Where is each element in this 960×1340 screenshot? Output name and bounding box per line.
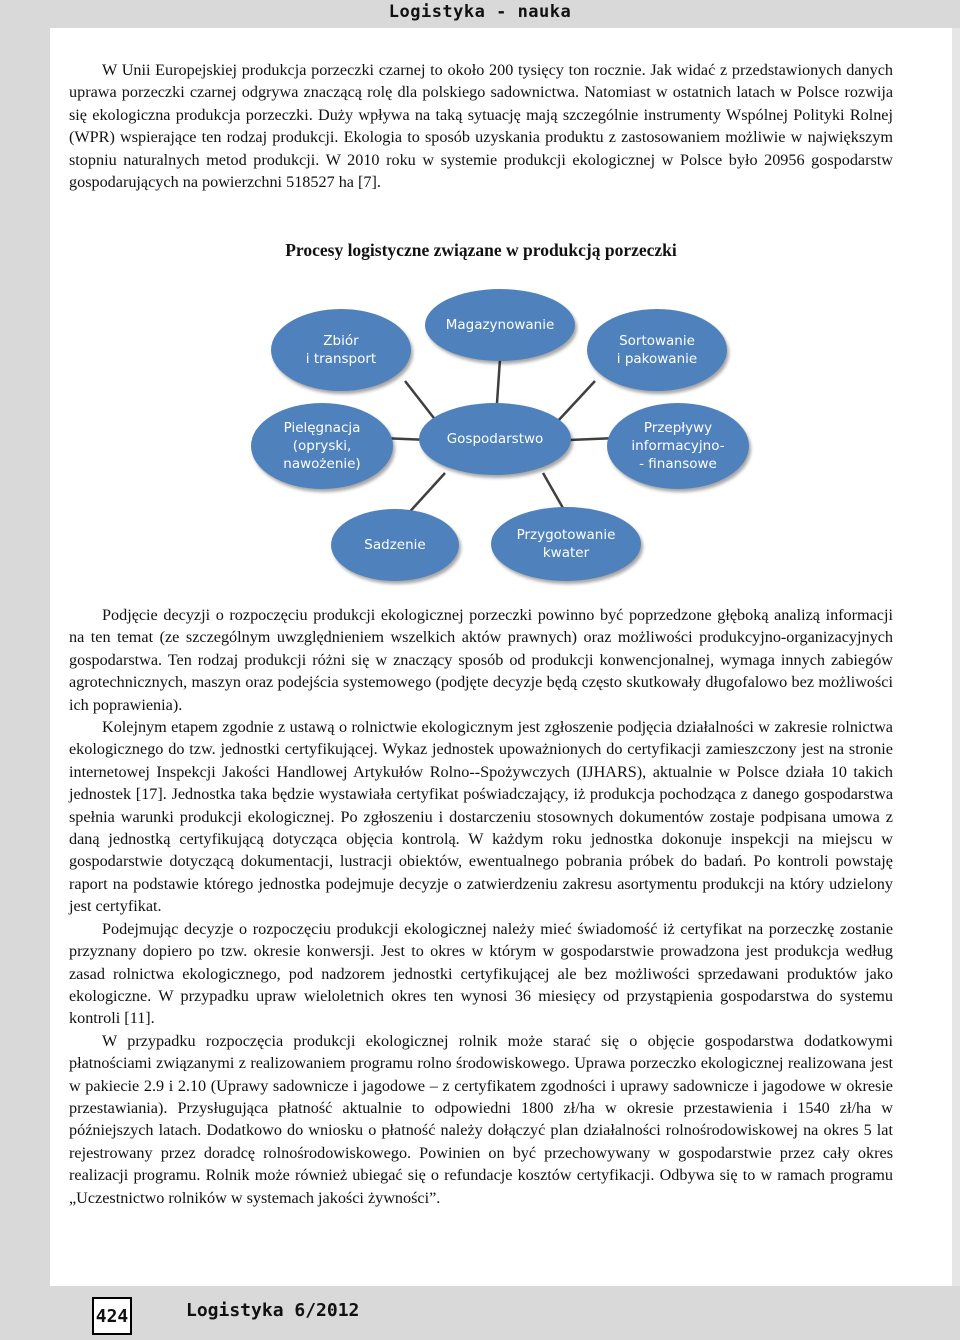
body-text [69,604,893,1209]
connector-zbior [405,381,437,422]
left-margin-band [0,0,50,1340]
node-zbior-i-transport: Zbiór i transport [271,309,411,391]
body-paragraph: Podejmując decyzje o rozpoczęciu produkcji ekologicznej należy mieć świadomość iż certyfikat na porzeczkę zostanie przyznany dopiero po tzw. okresie konwersji. Jest to okres w którym w gospodarstwie prowadzona jest produkcja według zasad rolnictwa ekologicznego, pod nadzorem jednostki certyfikującej ale bez możliwości sprzedawani produktów jako ekologiczne. W przypadku upraw wieloletnich okres ten wynosi 36 miesięcy od przystąpienia gospodarstwa do systemu kontroli [11]. [69,919,893,1028]
footer-band [0,1286,960,1340]
node-gospodarstwo: Gospodarstwo [419,403,571,475]
connector-sortowanie [557,381,595,422]
intro-paragraph: W Unii Europejskiej produkcja porzeczki czarnej to około 200 tysięcy ton rocznie. Jak widać z przedstawionych danych uprawa porzeczki czarnej odgrywa znaczącą rolę dla polskiego sadownictwa. Natomiast w ostatnich latach w Polsce rozwija się ekologiczna produkcja porzeczki. Duży wpływa na taką sytuację mają szczególnie instrumenty Wspólnej Polityki Rolnej (WPR) wspierające ten rodzaj produkcji. Ekologia to sposób uzyskania produktu z zastosowaniem możliwie w największym stopniu naturalnych metod produkcji. W 2010 roku w systemie produkcji ekologicznej w Polsce było 20956 gospodarstw gospodarujących na powierzchni 518527 ha [7]. [69,61,893,192]
journal-name: Logistyka 6/2012 [186,1300,360,1321]
node-sortowanie-i-pakowanie: Sortowanie i pakowanie [587,309,727,391]
right-margin-band [952,28,960,1340]
body-paragraph: Kolejnym etapem zgodnie z ustawą o rolnictwie ekologicznym jest zgłoszenie podjęcia działalności w zakresie rolnictwa ekologicznego do tzw. jednostki certyfikującej. Wykaz jednostek upoważnionych do certyfikacji zamieszczony jest na stronie internetowej Inspekcji Jakości Handlowej Artykułów Rolno--Spożywczych (IJHARS), aktualnie w Polsce działa 10 takich jednostek [17]. Jednostka taka będzie wystawiała certyfikat poświadczający, iż produkcja pochodząca z danego gospodarstwa spełnia warunki produkcji ekologicznej. Po zgłoszeniu i dostarczeniu stosownych dokumentów zostaje podpisana umowa z daną jednostką certyfikującą dotycząca objęcia kontrolą. W każdym roku jednostka dokonuje inspekcji na miejscu w gospodarstwie dotyczącą dokumentacji, lustracji obiektów, ewentualnego pobrania próbek do badań. Po kontroli powstaję raport na podstawie którego jednostka podejmuje decyzje o zatwierdzeniu zakresu asortymentu produkcji na który udzielony jest certyfikat. [69,718,893,916]
node-pielegnacja: Pielęgnacja (opryski, nawożenie) [251,403,393,489]
node-sadzenie: Sadzenie [331,509,459,581]
intro-text [69,59,893,193]
body-paragraph: Podjęcie decyzji o rozpoczęciu produkcji ekologicznej porzeczki powinno być poprzedzone głęboką analizą informacji na ten temat (ze szczególnym uwzględnieniem wszelkich aktów prawnych) oraz możliwości produkcyjno-organizacyjnych gospodarstwa. Ten rodzaj produkcji różni się w znaczący sposób od produkcji konwencjonalnej, wymaga innych zabiegów agrotechnicznych, maszyn oraz podejścia systemowego (podjęte decyzje będą często skutkowały długofalowo bez możliwości ich poprawienia). [69,606,893,714]
page-number: 424 [92,1297,132,1335]
running-header: Logistyka - nauka [388,2,572,22]
node-przygotowanie-kwater: Przygotowanie kwater [491,507,641,581]
node-przeplywy-informacyjno-finansowe: Przepływy informacyjno- - finansowe [607,403,749,489]
node-magazynowanie: Magazynowanie [425,289,575,361]
process-diagram [69,285,893,595]
diagram-title: Procesy logistyczne związane w produkcją porzeczki [285,240,677,260]
connector-magazynowanie [497,359,500,403]
body-paragraph: W przypadku rozpoczęcia produkcji ekologicznej rolnik może starać się o objęcie gospodarstwa dodatkowymi płatnościami związanymi z realizowaniem programu rolno środowiskowego. Uprawa porzeczko ekologicznej realizowana jest w pakiecie 2.9 i 2.10 (Uprawy sadownicze i jagodowe – z certyfikatem zgodności i uprawy sadownicze i jagodowe w okresie przestawiania). Przysługująca płatność aktualnie to odpowiedni 1800 zł/ha w okresie przestawienia i 1540 zł/ha w późniejszych latach. Dodatkowo do wniosku o płatność należy dołączyć plan działalności rolnośrodowiskowej na okres 5 lat rejestrowany przez doradcę rolnośrodowiskowego. Powinien on być przechowywany w gospodarstwie przez cały okres realizacji programu. Rolnik może również ubiegać się o refundacje kosztów certyfikacji. Odbywa się to w ramach programu „Uczestnictwo rolników w systemach jakości żywności”. [69,1031,893,1207]
